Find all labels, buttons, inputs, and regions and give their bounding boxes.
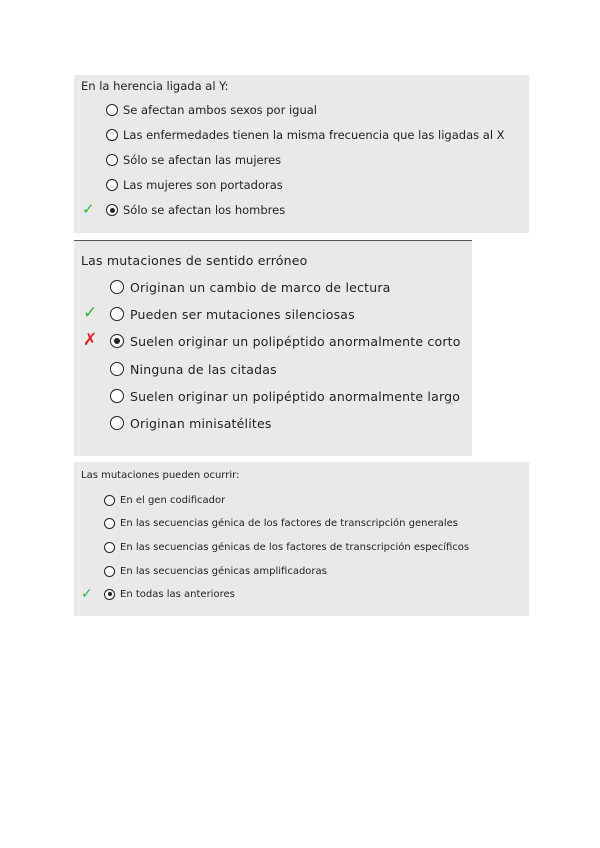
option-2[interactable]	[104, 513, 458, 533]
option-label: En todas las anteriores	[120, 588, 235, 600]
radio-button[interactable]	[106, 104, 118, 116]
option-label: Suelen originar un polipéptido anormalmente largo	[130, 388, 461, 404]
option-label: Pueden ser mutaciones silenciosas	[130, 306, 355, 322]
option-label: En las secuencias génica de los factores de transcripción generales	[120, 517, 459, 529]
option-label: Suelen originar un polipéptido anormalmente corto	[130, 333, 461, 349]
option-2[interactable]	[110, 304, 355, 324]
radio-button[interactable]	[104, 542, 115, 553]
option-4[interactable]	[104, 561, 327, 581]
option-5[interactable]	[106, 200, 285, 220]
option-3[interactable]	[106, 150, 281, 170]
option-3[interactable]	[110, 331, 461, 351]
option-label: Se afectan ambos sexos por igual	[123, 103, 318, 117]
question-text: En la herencia ligada al Y:	[81, 79, 229, 93]
option-4[interactable]	[106, 175, 283, 195]
radio-button[interactable]	[110, 280, 124, 294]
option-1[interactable]	[104, 490, 225, 510]
radio-button[interactable]	[106, 129, 118, 141]
radio-button-selected[interactable]	[106, 204, 118, 216]
wrong-cross-icon: ✗	[83, 330, 98, 350]
option-2[interactable]	[106, 125, 505, 145]
question-text: Las mutaciones pueden ocurrir:	[81, 470, 240, 481]
radio-button[interactable]	[110, 416, 124, 430]
option-1[interactable]	[110, 277, 391, 297]
option-5[interactable]	[110, 386, 460, 406]
radio-button[interactable]	[104, 566, 115, 577]
option-1[interactable]	[106, 100, 317, 120]
option-label: En las secuencias génicas amplificadoras	[120, 565, 327, 577]
radio-button[interactable]	[110, 362, 124, 376]
radio-button[interactable]	[104, 518, 115, 529]
option-label: Originan minisatélites	[130, 415, 272, 431]
radio-button[interactable]	[110, 307, 124, 321]
option-label: Sólo se afectan las mujeres	[123, 153, 282, 167]
option-label: En las secuencias génicas de los factores de transcripción específicos	[120, 541, 470, 553]
option-label: Las enfermedades tienen la misma frecuencia que las ligadas al X	[123, 128, 505, 142]
question-block-3	[74, 462, 529, 616]
question-text: Las mutaciones de sentido erróneo	[81, 253, 308, 268]
radio-button-selected[interactable]	[104, 589, 115, 600]
question-block-2	[74, 240, 472, 456]
option-label: Las mujeres son portadoras	[123, 178, 283, 192]
option-label: Originan un cambio de marco de lectura	[130, 279, 391, 295]
radio-button[interactable]	[104, 495, 115, 506]
option-4[interactable]	[110, 359, 277, 379]
option-label: Sólo se afectan los hombres	[123, 203, 286, 217]
radio-button[interactable]	[106, 154, 118, 166]
option-label: Ninguna de las citadas	[130, 361, 277, 377]
option-5[interactable]	[104, 584, 235, 604]
option-3[interactable]	[104, 537, 469, 557]
correct-check-icon: ✓	[83, 303, 98, 323]
correct-check-icon: ✓	[82, 200, 95, 218]
radio-button[interactable]	[106, 179, 118, 191]
question-block-1	[74, 75, 529, 233]
correct-check-icon: ✓	[81, 586, 93, 602]
option-6[interactable]	[110, 413, 272, 433]
option-label: En el gen codificador	[120, 494, 226, 506]
radio-button-selected[interactable]	[110, 334, 124, 348]
radio-button[interactable]	[110, 389, 124, 403]
